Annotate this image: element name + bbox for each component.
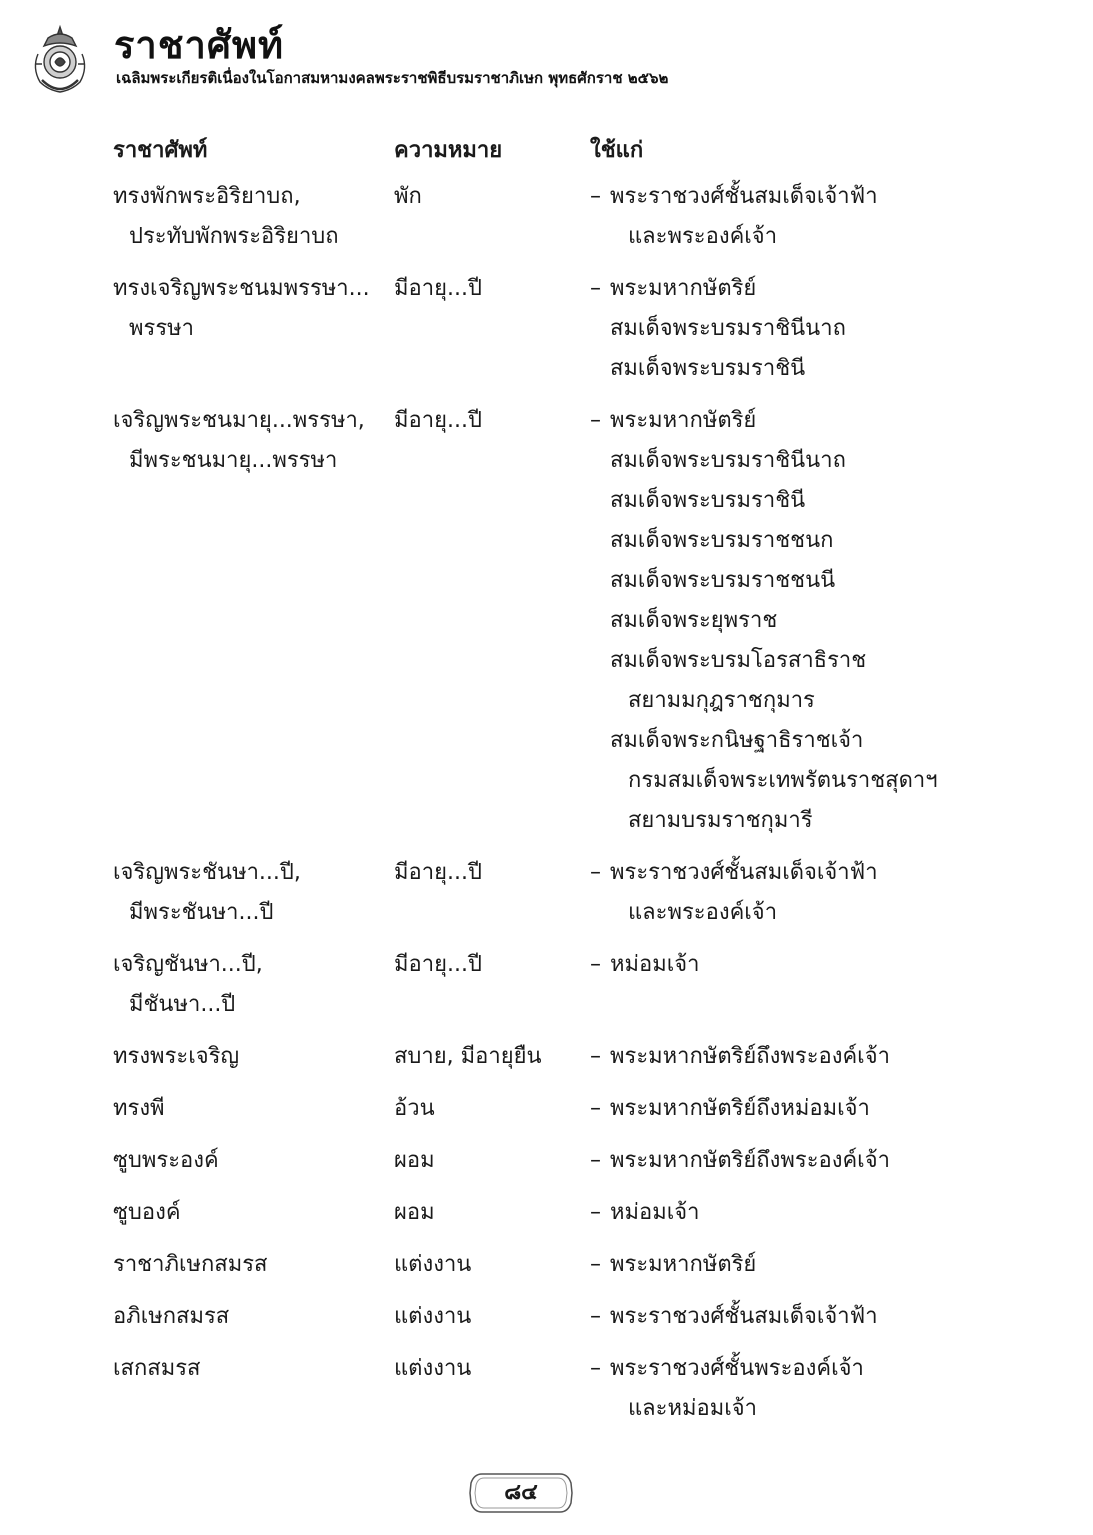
meaning-text: สบาย, มีอายุยืน — [394, 1044, 542, 1069]
entry-term — [113, 401, 394, 841]
used-for-line: พระมหากษัตริย์ — [610, 408, 757, 433]
glossary-entry — [113, 1245, 1013, 1297]
meaning-text: อ้วน — [394, 1096, 435, 1121]
used-for-line: สยามบรมราชกุมารี — [628, 808, 813, 833]
glossary-entry — [113, 853, 1013, 945]
royal-emblem-icon — [28, 24, 92, 96]
dash-marker: – — [590, 1304, 601, 1329]
entry-term — [113, 177, 394, 257]
used-for-line: สมเด็จพระบรมราชินีนาถ — [610, 316, 846, 341]
entry-term — [113, 1349, 394, 1429]
dash-marker: – — [590, 860, 601, 885]
column-header-used-for: ใช้แก่ — [590, 138, 644, 163]
page-number-badge — [468, 1471, 574, 1515]
used-for-line: สมเด็จพระยุพราช — [610, 608, 778, 633]
glossary-entry — [113, 945, 1013, 1037]
entry-term — [113, 269, 394, 389]
dash-marker: – — [590, 408, 601, 433]
used-for-line: พระราชวงศ์ชั้นพระองค์เจ้า — [610, 1356, 864, 1381]
entry-term — [113, 1037, 394, 1077]
glossary-entry — [113, 1037, 1013, 1089]
entry-meaning — [394, 1141, 590, 1181]
entry-meaning — [394, 1037, 590, 1077]
meaning-text: แต่งงาน — [394, 1252, 472, 1277]
glossary-entry — [113, 1297, 1013, 1349]
entry-term — [113, 1297, 394, 1337]
entry-used-for — [590, 177, 1010, 257]
used-for-line: หม่อมเจ้า — [610, 1200, 700, 1225]
used-for-line: หม่อมเจ้า — [610, 952, 700, 977]
entry-used-for — [590, 1297, 1010, 1337]
used-for-line: พระราชวงศ์ชั้นสมเด็จเจ้าฟ้า — [610, 860, 878, 885]
entry-term — [113, 1193, 394, 1233]
term-line: ทรงเจริญพระชนมพรรษา... — [113, 276, 370, 301]
entry-meaning — [394, 1245, 590, 1285]
term-line: ทรงพักพระอิริยาบถ, — [113, 184, 301, 209]
used-for-line: สมเด็จพระบรมราชินี — [610, 488, 806, 513]
entry-meaning — [394, 269, 590, 389]
entry-used-for — [590, 1245, 1010, 1285]
glossary-entry — [113, 1349, 1013, 1441]
meaning-text: มีอายุ...ปี — [394, 860, 482, 885]
used-for-line: สมเด็จพระบรมราชชนก — [610, 528, 834, 553]
page-subtitle: เฉลิมพระเกียรติเนื่องในโอกาสมหามงคลพระราชพิธีบรมราชาภิเษก พุทธศักราช ๒๕๖๒ — [116, 69, 669, 87]
glossary-entries — [113, 177, 1013, 1441]
entry-term — [113, 853, 394, 933]
term-line: เสกสมรส — [113, 1356, 201, 1381]
used-for-line: พระมหากษัตริย์ — [610, 1252, 757, 1277]
meaning-text: แต่งงาน — [394, 1356, 472, 1381]
entry-meaning — [394, 1349, 590, 1429]
used-for-line: และพระองค์เจ้า — [628, 224, 778, 249]
dash-marker: – — [590, 1096, 601, 1121]
entry-meaning — [394, 1089, 590, 1129]
term-line: ทรงพระเจริญ — [113, 1044, 240, 1069]
entry-used-for — [590, 1141, 1010, 1181]
term-line: ซูบพระองค์ — [113, 1148, 219, 1173]
term-line: เจริญพระชนมายุ...พรรษา, — [113, 408, 365, 433]
dash-marker: – — [590, 1252, 601, 1277]
entry-used-for — [590, 853, 1010, 933]
meaning-text: พัก — [394, 184, 422, 209]
used-for-line: สยามมกุฎราชกุมาร — [628, 688, 815, 713]
used-for-line: สมเด็จพระกนิษฐาธิราชเจ้า — [610, 728, 864, 753]
dash-marker: – — [590, 276, 601, 301]
used-for-line: และหม่อมเจ้า — [628, 1396, 757, 1421]
glossary-entry — [113, 1193, 1013, 1245]
column-header-meaning: ความหมาย — [394, 138, 503, 163]
dash-marker: – — [590, 184, 601, 209]
page-title: ราชาศัพท์ — [114, 23, 285, 67]
used-for-line: สมเด็จพระบรมราชินี — [610, 356, 806, 381]
entry-used-for — [590, 401, 1010, 841]
entry-used-for — [590, 1037, 1010, 1077]
entry-used-for — [590, 1193, 1010, 1233]
used-for-line: พระราชวงศ์ชั้นสมเด็จเจ้าฟ้า — [610, 1304, 878, 1329]
glossary-entry — [113, 1141, 1013, 1193]
table-header-row — [113, 125, 1013, 177]
dash-marker: – — [590, 952, 601, 977]
term-line: เจริญพระชันษา...ปี, — [113, 860, 301, 885]
term-line: มีพระชันษา...ปี — [129, 900, 274, 925]
term-line: ทรงพี — [113, 1096, 165, 1121]
entry-meaning — [394, 1193, 590, 1233]
used-for-line: กรมสมเด็จพระเทพรัตนราชสุดาฯ — [628, 768, 938, 793]
meaning-text: แต่งงาน — [394, 1304, 472, 1329]
entry-meaning — [394, 945, 590, 1025]
entry-meaning — [394, 853, 590, 933]
term-line: มีชันษา...ปี — [129, 992, 236, 1017]
meaning-text: ผอม — [394, 1200, 435, 1225]
entry-used-for — [590, 945, 1010, 1025]
term-line: อภิเษกสมรส — [113, 1304, 230, 1329]
used-for-line: สมเด็จพระบรมราชินีนาถ — [610, 448, 846, 473]
entry-meaning — [394, 1297, 590, 1337]
used-for-line: พระมหากษัตริย์ถึงพระองค์เจ้า — [610, 1148, 890, 1173]
dash-marker: – — [590, 1148, 601, 1173]
glossary-table — [113, 125, 1013, 1441]
entry-used-for — [590, 269, 1010, 389]
term-line: ราชาภิเษกสมรส — [113, 1252, 268, 1277]
entry-used-for — [590, 1349, 1010, 1429]
column-header-term: ราชาศัพท์ — [113, 138, 208, 163]
term-line: พรรษา — [129, 316, 194, 341]
used-for-line: พระมหากษัตริย์ — [610, 276, 757, 301]
page-header — [28, 20, 1068, 100]
used-for-line: สมเด็จพระบรมโอรสาธิราช — [610, 648, 867, 673]
used-for-line: พระราชวงศ์ชั้นสมเด็จเจ้าฟ้า — [610, 184, 878, 209]
page-number: ๘๔ — [504, 1480, 538, 1505]
term-line: มีพระชนมายุ...พรรษา — [129, 448, 338, 473]
term-line: ซูบองค์ — [113, 1200, 181, 1225]
term-line: ประทับพักพระอิริยาบถ — [129, 224, 339, 249]
entry-meaning — [394, 177, 590, 257]
dash-marker: – — [590, 1044, 601, 1069]
term-line: เจริญชันษา...ปี, — [113, 952, 263, 977]
entry-term — [113, 1245, 394, 1285]
entry-term — [113, 945, 394, 1025]
glossary-entry — [113, 177, 1013, 269]
entry-used-for — [590, 1089, 1010, 1129]
entry-meaning — [394, 401, 590, 841]
entry-term — [113, 1089, 394, 1129]
used-for-line: สมเด็จพระบรมราชชนนี — [610, 568, 836, 593]
used-for-line: พระมหากษัตริย์ถึงพระองค์เจ้า — [610, 1044, 890, 1069]
glossary-entry — [113, 269, 1013, 401]
meaning-text: มีอายุ...ปี — [394, 276, 482, 301]
dash-marker: – — [590, 1356, 601, 1381]
meaning-text: ผอม — [394, 1148, 435, 1173]
glossary-entry — [113, 401, 1013, 853]
dash-marker: – — [590, 1200, 601, 1225]
entry-term — [113, 1141, 394, 1181]
meaning-text: มีอายุ...ปี — [394, 408, 482, 433]
meaning-text: มีอายุ...ปี — [394, 952, 482, 977]
used-for-line: พระมหากษัตริย์ถึงหม่อมเจ้า — [610, 1096, 870, 1121]
used-for-line: และพระองค์เจ้า — [628, 900, 778, 925]
glossary-entry — [113, 1089, 1013, 1141]
